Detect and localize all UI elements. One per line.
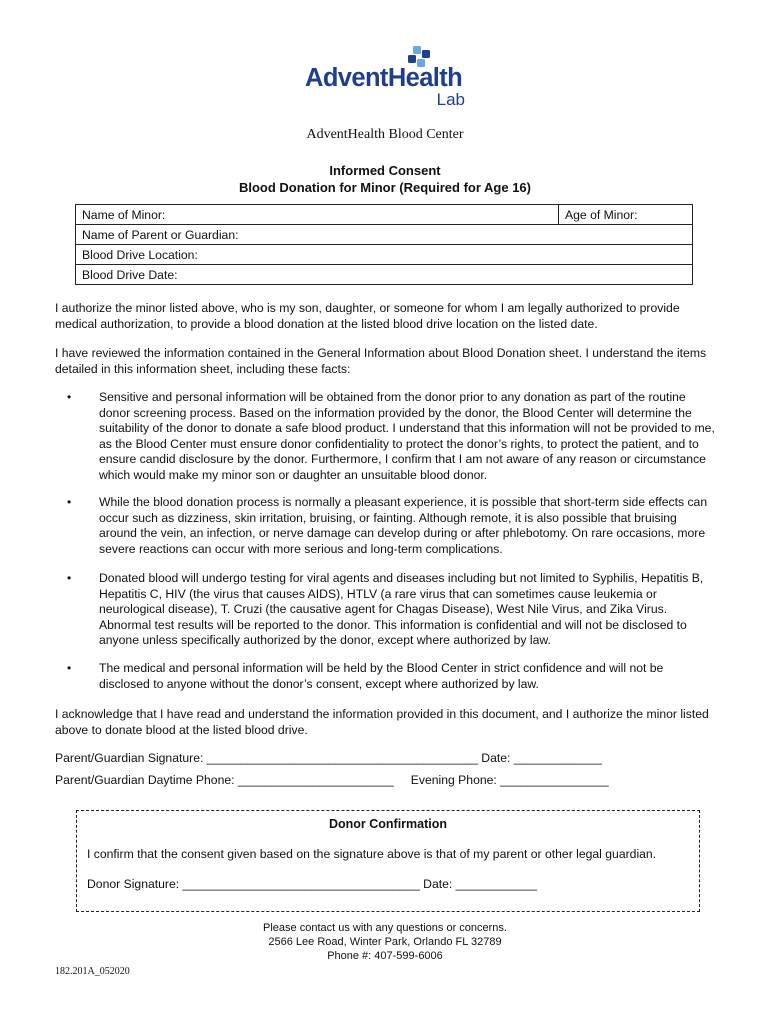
donor-confirmation-title: Donor Confirmation bbox=[328, 817, 448, 831]
parent-signature-line[interactable]: Parent/Guardian Signature: ________________________________________ Date: _____________ bbox=[55, 751, 602, 765]
contact-address: 2566 Lee Road, Winter Park, Orlando FL 32789 bbox=[268, 936, 502, 948]
logo-brand-text: AdventHealth bbox=[305, 64, 463, 92]
table-row bbox=[76, 225, 693, 245]
bullet-icon: • bbox=[67, 571, 72, 585]
form-subtitle: Blood Donation for Minor (Required for Age 16) bbox=[238, 180, 531, 195]
blood-drive-location-field[interactable]: Blood Drive Location: bbox=[76, 245, 693, 265]
bullet-text: The medical and personal information will be held by the Blood Center in strict confidence and will not be disclosed to anyone without the donor’s consent, except where authorized by law. bbox=[99, 661, 664, 691]
parent-phone-line[interactable]: Parent/Guardian Daytime Phone: _______________________ Evening Phone: ________________ bbox=[55, 773, 609, 787]
donor-signature-line[interactable]: Donor Signature: ___________________________________ Date: ____________ bbox=[87, 877, 537, 891]
reviewed-paragraph: I have reviewed the information contained in the General Information about Blood Donation sheet. I understand the items detailed in this information sheet, including these facts: bbox=[55, 346, 707, 376]
bullet-text: Sensitive and personal information will be obtained from the donor prior to any donation as part of the routine donor screening process. Based on the information provided by the donor, the Blood Center will determine the suitability of the donor to donate a safe blood product. I understand that this information will not be provided to me, as the Blood Center must ensure donor confidentiality to protect the donor’s rights, to protect the patient, and to ensure candid disclosure by the donor. Furthermore, I confirm that I am not aware of any reason or circumstance which would make my minor son or daughter an unsuitable blood donor. bbox=[99, 390, 715, 482]
table-row bbox=[76, 265, 693, 285]
blood-drive-date-field[interactable]: Blood Drive Date: bbox=[76, 265, 693, 285]
adventhealth-logo bbox=[305, 46, 475, 112]
minor-info-table bbox=[75, 204, 693, 285]
bullet-text: Donated blood will undergo testing for viral agents and diseases including but not limited to Syphilis, Hepatitis B, Hepatitis C, HIV (the virus that causes AIDS), HTLV (a rare virus that can sometimes cause leukemia or neurological disease), T. Cruzi (the causative agent for Chagas Disease), West Nile Virus, and Zika Virus. Abnormal test results will be reported to the donor. This information is confidential and will not be disclosed to anyone unless specifically authorized by the donor, except where authorized by law. bbox=[99, 571, 704, 647]
bullet-text: While the blood donation process is normally a pleasant experience, it is possible that short-term side effects can occur such as dizziness, skin irritation, bruising, or fainting. Although remote, it is also possible that bruising around the vein, an infection, or nerve damage can develop during or after phlebotomy. On rare occasions, more severe reactions can occur with more serious and long-term complications. bbox=[99, 495, 708, 556]
contact-line-1: Please contact us with any questions or concerns. bbox=[263, 922, 507, 934]
form-title: Informed Consent bbox=[329, 163, 441, 178]
bullet-icon: • bbox=[67, 495, 72, 509]
form-code: 182.201A_052020 bbox=[55, 966, 130, 977]
bullet-icon: • bbox=[67, 390, 72, 404]
name-of-minor-field[interactable]: Name of Minor: bbox=[76, 205, 559, 225]
authorize-paragraph: I authorize the minor listed above, who is my son, daughter, or someone for whom I am legally authorized to provide medical authorization, to provide a blood donation at the listed blood drive location on the listed date. bbox=[55, 301, 680, 331]
table-row bbox=[76, 245, 693, 265]
donor-confirmation-box bbox=[76, 810, 700, 912]
donor-confirmation-text: I confirm that the consent given based on the signature above is that of my parent or other legal guardian. bbox=[87, 847, 657, 861]
bullet-icon: • bbox=[67, 661, 72, 675]
logo-sub-text: Lab bbox=[436, 90, 465, 109]
acknowledge-paragraph: I acknowledge that I have read and understand the information provided in this document, and I authorize the minor listed above to donate blood at the listed blood drive. bbox=[55, 707, 709, 737]
age-of-minor-field[interactable]: Age of Minor: bbox=[559, 205, 693, 225]
table-row bbox=[76, 205, 693, 225]
contact-phone: Phone #: 407-599-6006 bbox=[327, 950, 443, 962]
org-title: AdventHealth Blood Center bbox=[306, 127, 464, 142]
parent-name-field[interactable]: Name of Parent or Guardian: bbox=[76, 225, 693, 245]
